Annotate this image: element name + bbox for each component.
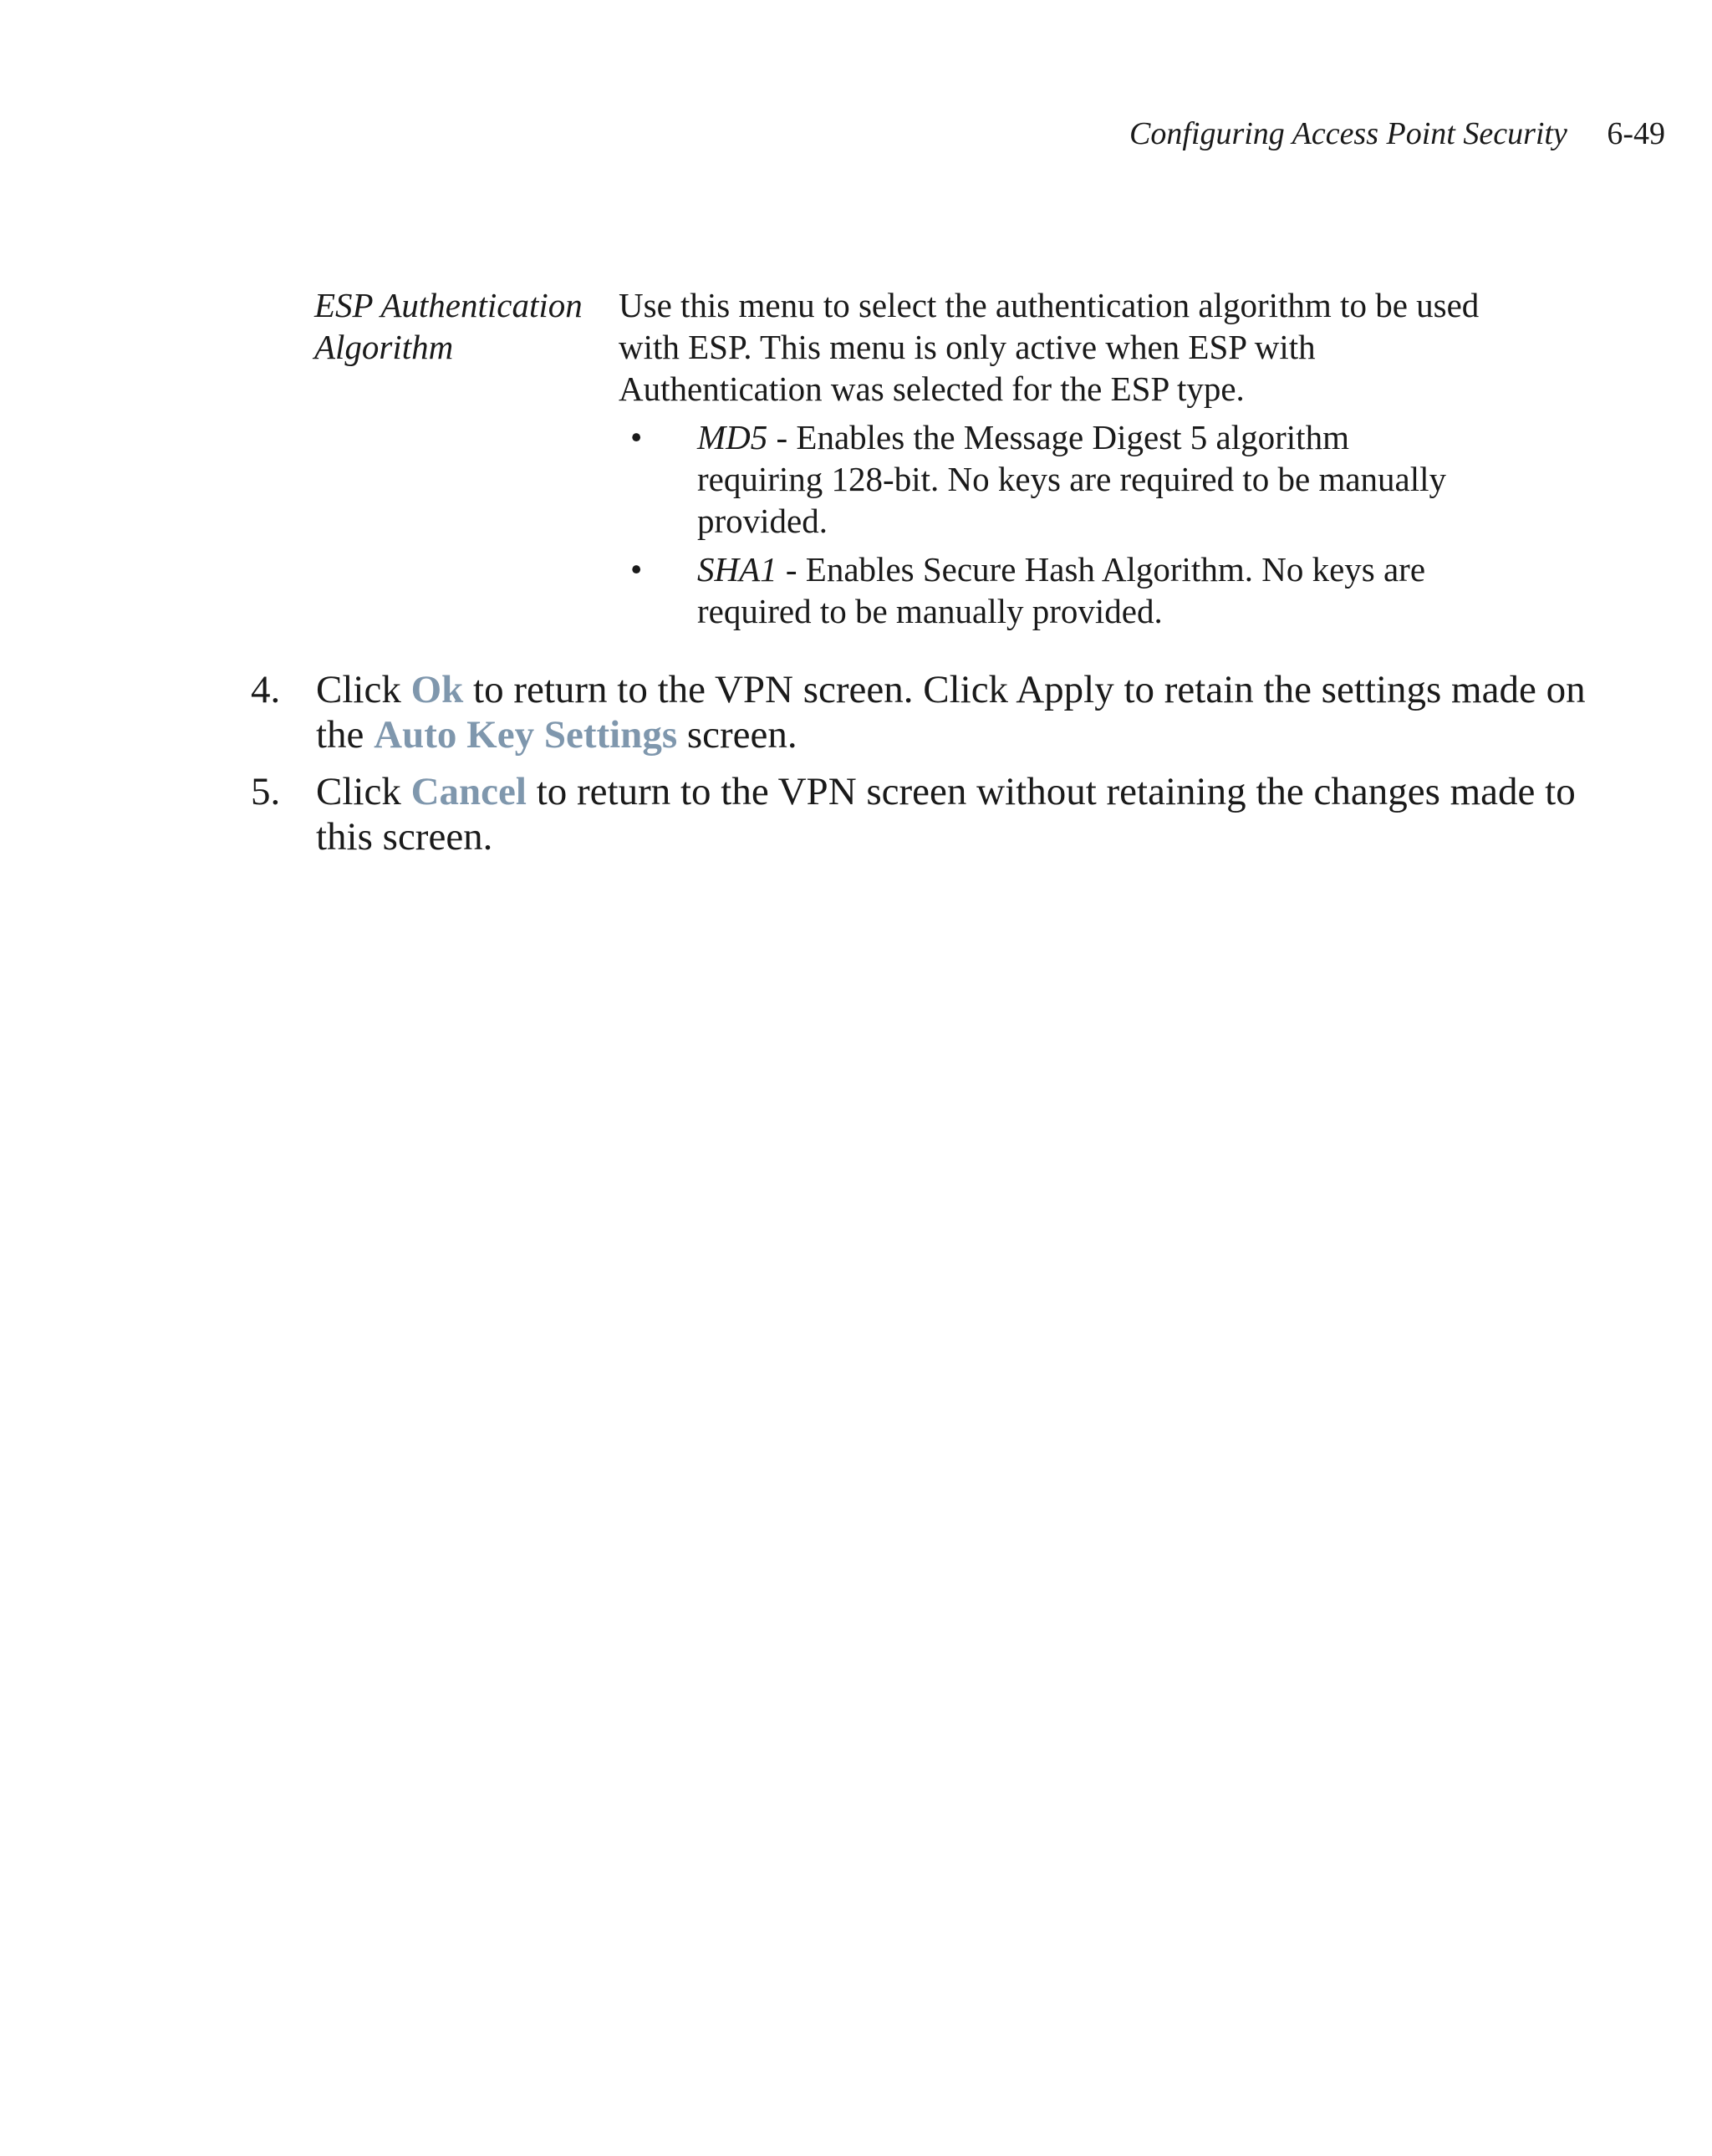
option-list bbox=[619, 416, 1480, 632]
option-item bbox=[619, 416, 1480, 542]
procedure-step bbox=[251, 769, 1588, 859]
step-number: 5. bbox=[251, 770, 281, 813]
parameter-name: ESP Authentication Algorithm bbox=[314, 286, 583, 366]
step-text: Click bbox=[316, 770, 411, 813]
page-number: 6-49 bbox=[1607, 116, 1665, 151]
parameter-description bbox=[619, 284, 1480, 639]
option-item bbox=[619, 548, 1480, 632]
step-text: Click bbox=[316, 668, 411, 711]
running-header bbox=[1129, 115, 1665, 152]
option-term: SHA1 bbox=[697, 550, 777, 589]
step-text: to return to the VPN screen without retaining the changes made to this screen. bbox=[316, 770, 1576, 859]
step-text: screen. bbox=[677, 713, 797, 757]
ui-reference-ok: Ok bbox=[410, 668, 464, 711]
procedure-steps bbox=[251, 667, 1588, 871]
section-title: Configuring Access Point Security bbox=[1129, 116, 1567, 151]
ui-reference-cancel: Cancel bbox=[410, 770, 527, 813]
bullet-icon: • bbox=[630, 550, 643, 589]
parameter-description-text: Use this menu to select the authentication algorithm to be used with ESP. This menu is only active when ESP with Authentication was selected for the ESP type. bbox=[619, 286, 1480, 408]
parameter-row bbox=[314, 284, 1485, 639]
parameter-table bbox=[314, 284, 1485, 639]
option-term: MD5 bbox=[697, 418, 768, 456]
step-number: 4. bbox=[251, 668, 281, 711]
option-description: - Enables the Message Digest 5 algorithm requiring 128-bit. No keys are required to be manually provided. bbox=[697, 418, 1447, 540]
procedure-step bbox=[251, 667, 1588, 757]
bullet-icon: • bbox=[630, 418, 643, 456]
step-text: to return to the VPN screen. Click Apply to retain the settings made on the bbox=[316, 668, 1586, 757]
option-description: - Enables Secure Hash Algorithm. No keys are required to be manually provided. bbox=[697, 550, 1426, 630]
ui-reference-auto-key-settings: Auto Key Settings bbox=[374, 713, 678, 757]
